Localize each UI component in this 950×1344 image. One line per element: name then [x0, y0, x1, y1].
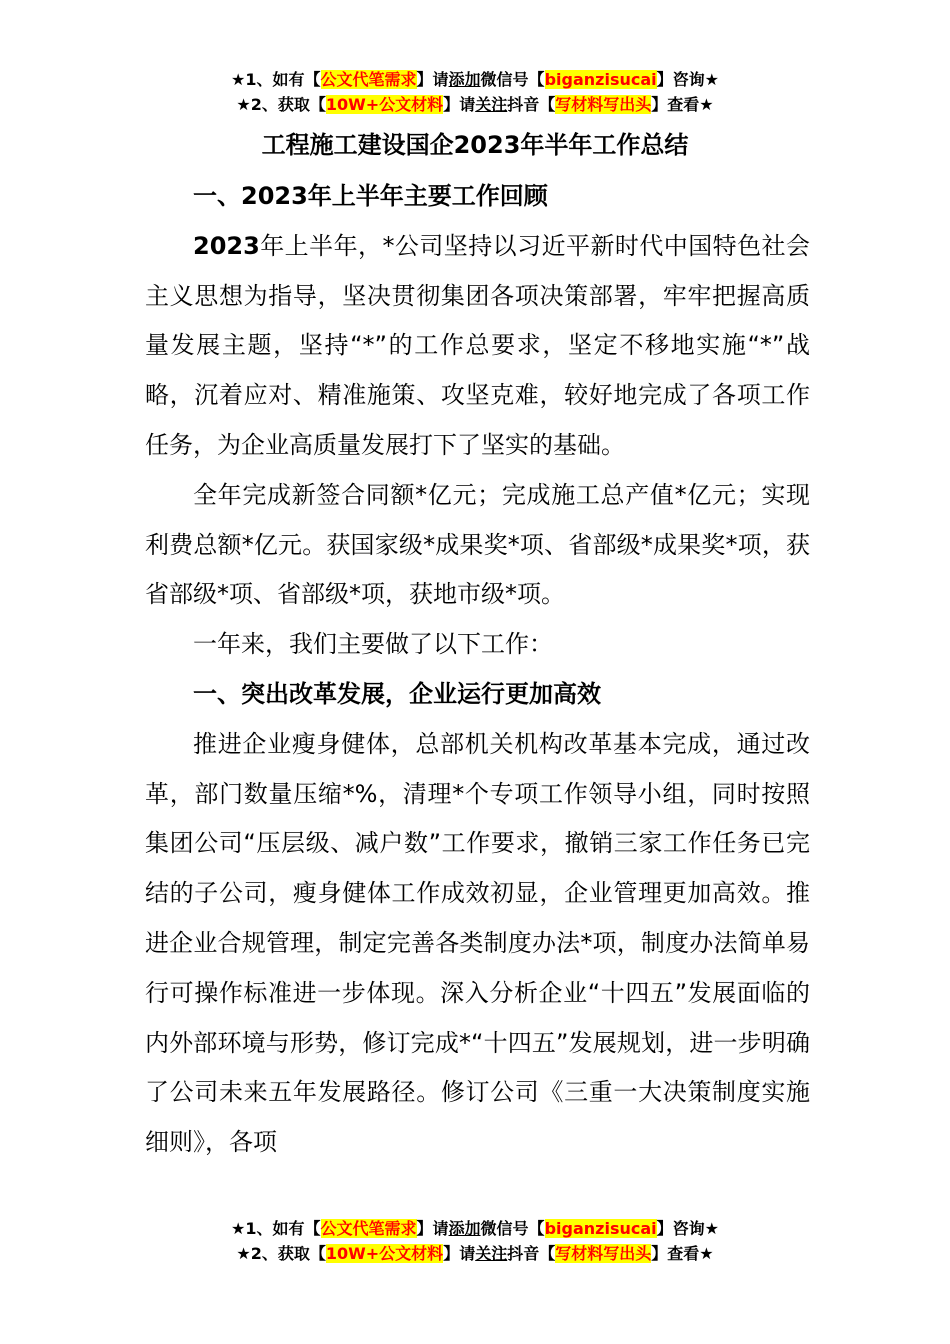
underlined-text: 添加 — [448, 70, 481, 89]
banner-text: ★2、获取【 — [236, 1244, 326, 1263]
paragraph: 推进企业瘦身健体，总部机关机构改革基本完成，通过改革，部门数量压缩*%，清理*个专项工作领导小组，同时按照集团公司“压层级、减户数”工作要求，撤销三家工作任务已完结的子公司，瘦身健体工作成效初显，企业管理更加高效。推进企业合规管理，制定完善各类制度办法*项，制度办法简单易行可操作标准进一步体现。深入分析企业“十四五”发展面临的内外部环境与形势，修订完成*“十四五”发展规划，进一步明确了公司未来五年发展路径。修订公司《三重一大决策制度实施细则》，各项 — [145, 729, 810, 1157]
banner-text: 】请 — [443, 95, 476, 114]
header-banner — [0, 67, 950, 117]
paragraph-lead: 2023 — [193, 231, 260, 260]
highlight-service: 公文代笔需求 — [320, 1219, 417, 1238]
highlight-service: 公文代笔需求 — [320, 70, 417, 89]
highlight-douyin-id: 写材料写出头 — [555, 95, 652, 114]
banner-line-1 — [0, 67, 950, 92]
banner-line-2 — [0, 1241, 950, 1266]
paragraph-text: 年上半年，*公司坚持以习近平新时代中国特色社会主义思想为指导，坚决贯彻集团各项决策部署，牢牢把握高质量发展主题，坚持“*”的工作总要求，坚定不移地实施“*”战略，沉着应对、精准施策、攻坚克难，较好地完成了各项工作任务，为企业高质量发展打下了坚实的基础。 — [145, 231, 810, 459]
banner-text: 】查看★ — [651, 1244, 714, 1263]
section-heading: 一、2023年上半年主要工作回顾 — [193, 182, 548, 210]
banner-line-2 — [0, 92, 950, 117]
banner-text: 微信号【 — [480, 70, 545, 89]
footer-banner — [0, 1216, 950, 1266]
document-title: 工程施工建设国企2023年半年工作总结 — [261, 131, 689, 159]
banner-text: 】咨询★ — [656, 1219, 719, 1238]
highlight-wechat-id: biganzisucai — [544, 70, 657, 89]
underlined-text: 添加 — [448, 1219, 481, 1238]
banner-text: 】查看★ — [651, 95, 714, 114]
banner-text: 】咨询★ — [656, 70, 719, 89]
highlight-materials: 10W+公文材料 — [325, 95, 444, 114]
highlight-wechat-id: biganzisucai — [544, 1219, 657, 1238]
underlined-text: 关注 — [475, 95, 508, 114]
subsection-heading: 一、突出改革发展，企业运行更加高效 — [193, 679, 601, 708]
banner-text: ★1、如有【 — [231, 70, 321, 89]
banner-text: 】请 — [443, 1244, 476, 1263]
banner-text: ★2、获取【 — [236, 95, 326, 114]
banner-text: 抖音【 — [507, 95, 556, 114]
highlight-materials: 10W+公文材料 — [325, 1244, 444, 1263]
banner-text: 】请 — [416, 1219, 449, 1238]
paragraph — [145, 222, 810, 471]
banner-text: 抖音【 — [507, 1244, 556, 1263]
underlined-text: 关注 — [475, 1244, 508, 1263]
paragraph: 全年完成新签合同额*亿元；完成施工总产值*亿元；实现利费总额*亿元。获国家级*成果奖*项、省部级*成果奖*项，获省部级*项、省部级*项，获地市级*项。 — [145, 480, 810, 609]
paragraph: 一年来，我们主要做了以下工作： — [193, 630, 553, 659]
banner-text: 微信号【 — [480, 1219, 545, 1238]
banner-text: ★1、如有【 — [231, 1219, 321, 1238]
banner-line-1 — [0, 1216, 950, 1241]
highlight-douyin-id: 写材料写出头 — [555, 1244, 652, 1263]
banner-text: 】请 — [416, 70, 449, 89]
document-body — [145, 172, 810, 1168]
